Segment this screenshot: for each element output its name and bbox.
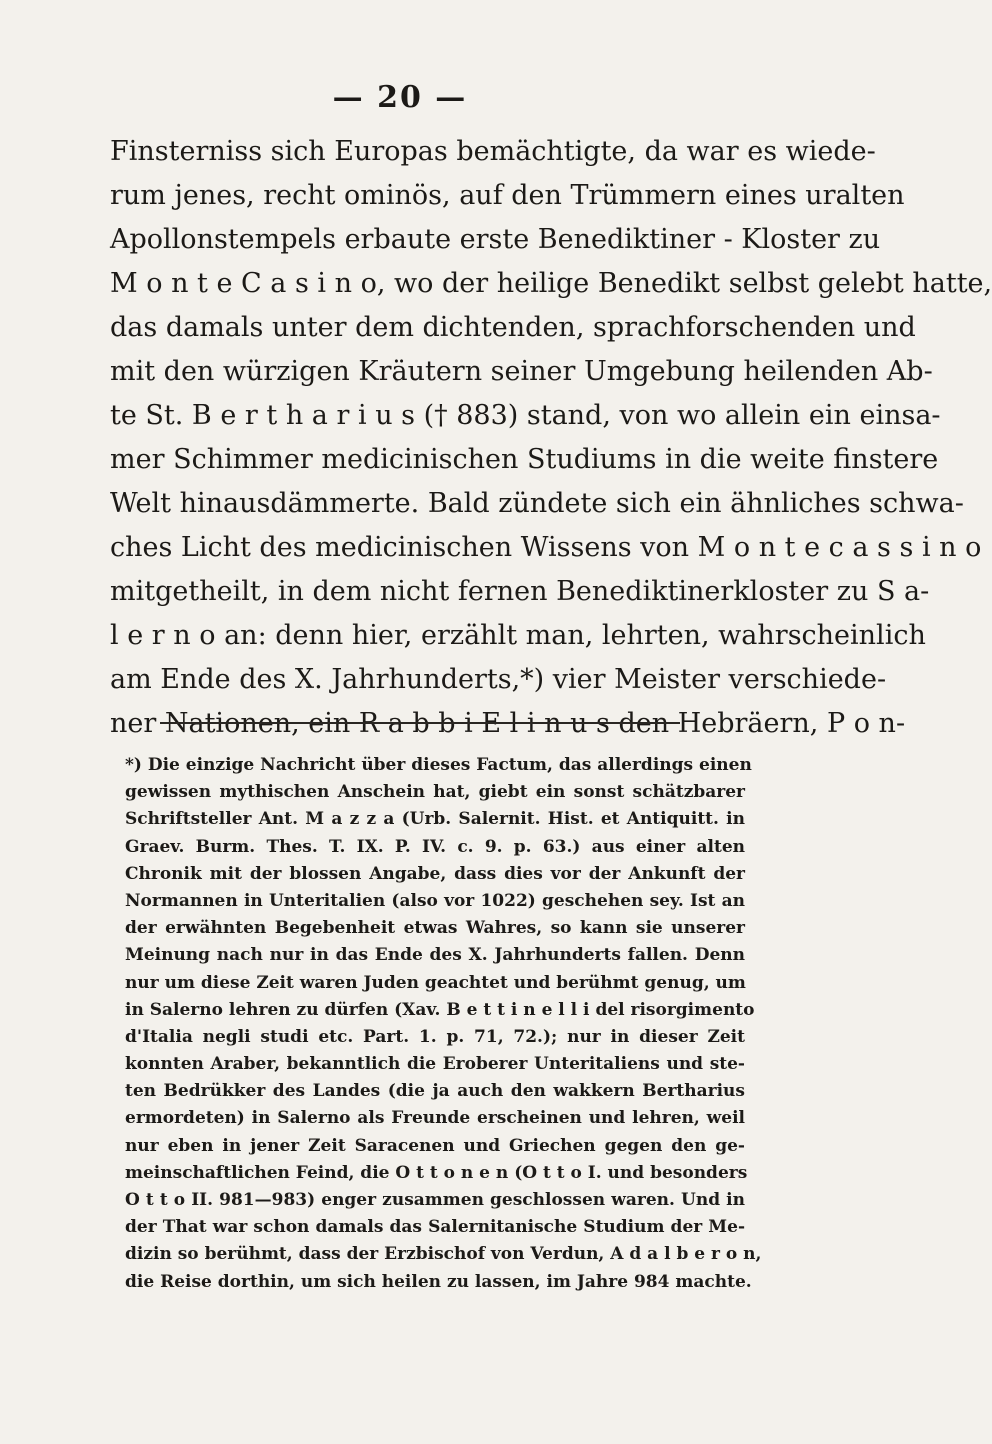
footnote-divider (160, 722, 680, 724)
main-text-line: mer Schimmer medicinischen Studiums in die weite finstere (110, 444, 939, 475)
main-text-line: Finsterniss sich Europas bemächtigte, da war es wiede- (110, 136, 876, 167)
main-text-line: ches Licht des medicinischen Wissens von M o n t e c a s s i n o (110, 532, 982, 563)
footnote-line: Chronik mit der blossen Angabe, dass dies vor der Ankunft der (125, 863, 745, 884)
main-text-line: das damals unter dem dichtenden, sprachforschenden und (110, 312, 916, 343)
footnote-line: ten Bedrükker des Landes (die ja auch den wakkern Bertharius (125, 1081, 745, 1102)
footnote-line: Meinung nach nur in das Ende des X. Jahrhunderts fallen. Denn (125, 945, 745, 966)
footnote-line: *) Die einzige Nachricht über dieses Factum, das allerdings einen (125, 755, 752, 775)
footnote-line: konnten Araber, bekanntlich die Eroberer Unteritaliens und ste- (125, 1054, 745, 1075)
footnote-line: die Reise dorthin, um sich heilen zu lassen, im Jahre 984 machte. (125, 1271, 752, 1292)
page-number: — 20 — (332, 80, 468, 115)
main-text-line: te St. B e r t h a r i u s († 883) stand, von wo allein ein einsa- (110, 400, 941, 431)
footnote-block (125, 752, 762, 1296)
main-text-line: Apollonstempels erbaute erste Benediktiner - Kloster zu (110, 224, 881, 255)
footnote-line: in Salerno lehren zu dürfen (Xav. B e t t i n e l l i del risorgimento (125, 999, 755, 1020)
footnote-line: Normannen in Unteritalien (also vor 1022) geschehen sey. Ist an (125, 890, 745, 911)
footnote-line: gewissen mythischen Anschein hat, giebt ein sonst schätzbarer (125, 782, 745, 803)
footnote-line: der erwähnten Begebenheit etwas Wahres, so kann sie unserer (125, 918, 745, 939)
footnote-line: nur eben in jener Zeit Saracenen und Griechen gegen den ge- (125, 1135, 745, 1156)
main-text-line: Welt hinausdämmerte. Bald zündete sich ein ähnliches schwa- (110, 488, 964, 519)
main-text-line: am Ende des X. Jahrhunderts,*) vier Meister verschiede- (110, 664, 887, 695)
footnote-line: ermordeten) in Salerno als Freunde erscheinen und lehren, weil (125, 1108, 745, 1129)
main-text-line: ner Nationen, ein R a b b i E l i n u s den Hebräern, P o n- (110, 708, 906, 739)
main-text-line: l e r n o an: denn hier, erzählt man, lehrten, wahrscheinlich (110, 620, 926, 651)
footnote-line: dizin so berühmt, dass der Erzbischof von Verdun, A d a l b e r o n, (125, 1244, 762, 1265)
main-text-line: M o n t e C a s i n o, wo der heilige Benedikt selbst gelebt hatte, (110, 268, 992, 299)
footnote-line: der That war schon damals das Salernitanische Studium der Me- (125, 1217, 745, 1238)
main-text-block (110, 130, 992, 746)
main-text-line: mit den würzigen Kräutern seiner Umgebung heilenden Ab- (110, 356, 933, 387)
footnote-line: Graev. Burm. Thes. T. IX. P. IV. c. 9. p. 63.) aus einer alten (125, 836, 745, 857)
footnote-line: nur um diese Zeit waren Juden geachtet und berühmt genug, um (125, 972, 746, 993)
footnote-line: O t t o II. 981—983) enger zusammen geschlossen waren. Und in (125, 1190, 745, 1210)
main-text-line: mitgetheilt, in dem nicht fernen Benediktinerkloster zu S a- (110, 576, 930, 607)
main-text-line: rum jenes, recht ominös, auf den Trümmern eines uralten (110, 180, 905, 211)
footnote-line: d'Italia negli studi etc. Part. 1. p. 71, 72.); nur in dieser Zeit (125, 1026, 745, 1047)
footnote-line: Schriftsteller Ant. M a z z a (Urb. Salernit. Hist. et Antiquitt. in (125, 809, 745, 830)
footnote-line: meinschaftlichen Feind, die O t t o n e n (O t t o I. und besonders (125, 1162, 748, 1183)
